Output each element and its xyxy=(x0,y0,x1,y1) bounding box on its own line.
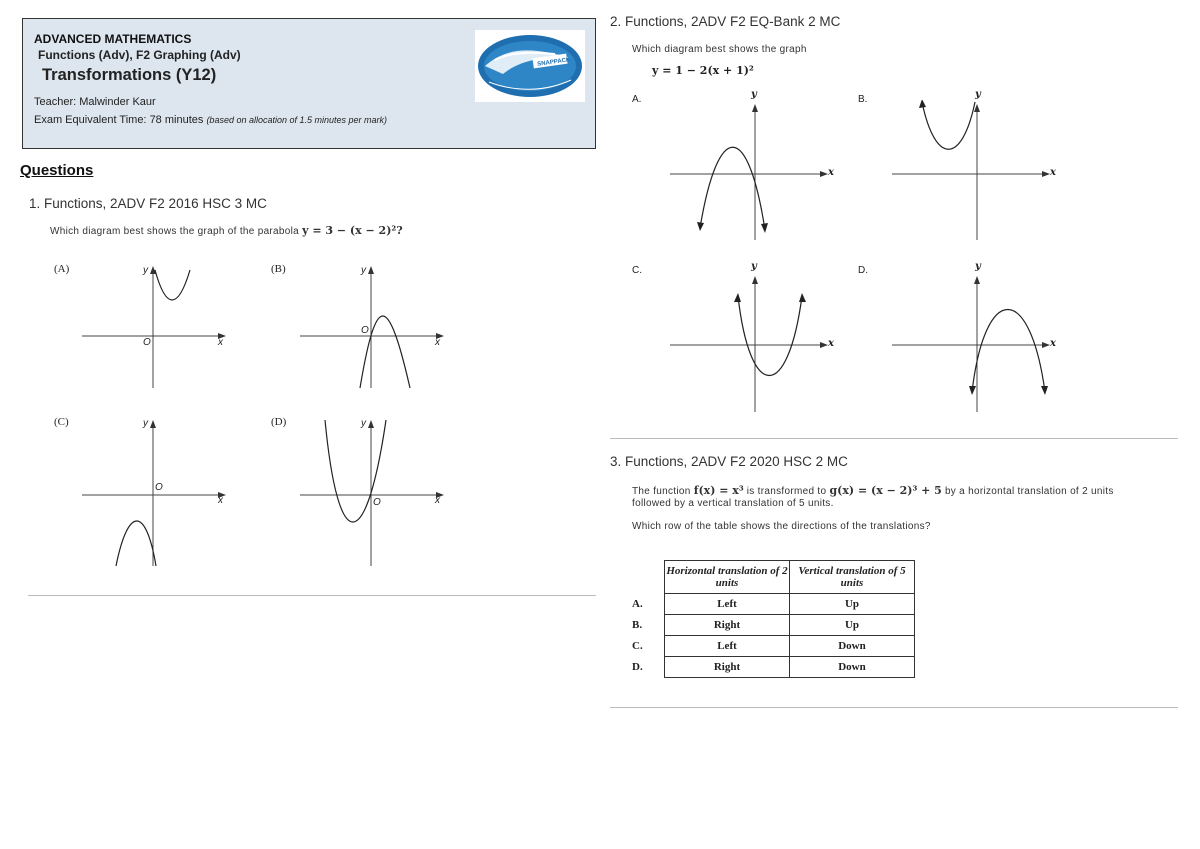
subject-heading: ADVANCED MATHEMATICS xyxy=(34,32,192,46)
q2-graph-d xyxy=(890,272,1060,417)
exam-time-line xyxy=(34,114,387,126)
teacher-name: Malwinder Kaur xyxy=(79,96,156,108)
q1-c-y: y xyxy=(143,418,148,429)
q3-title: 3. Functions, 2ADV F2 2020 HSC 2 MC xyxy=(610,454,848,469)
q1-option-d-label: (D) xyxy=(271,416,287,428)
exam-time-value: 78 minutes xyxy=(149,114,204,126)
q1-a-curve xyxy=(155,270,190,300)
q2-d-x: x xyxy=(1050,338,1056,349)
q2-b-curve xyxy=(922,102,975,149)
q3-row-horizontal: Left xyxy=(665,594,790,615)
q2-graph-c xyxy=(668,272,838,417)
q3-row-vertical: Down xyxy=(790,657,915,678)
q1-option-a-label: (A) xyxy=(54,263,70,275)
topic-heading: Functions (Adv), F2 Graphing (Adv) xyxy=(38,48,241,62)
q1-equation: y = 3 − (x − 2)²? xyxy=(302,224,403,237)
q2-d-y: y xyxy=(975,261,981,272)
q2-c-y: y xyxy=(751,261,757,272)
q3-prompt-line1 xyxy=(632,484,1114,497)
q1-graph-b xyxy=(296,262,456,392)
q1-prompt: Which diagram best shows the graph of the parabola xyxy=(50,226,300,237)
q1-b-x: x xyxy=(435,337,440,348)
q2-a-y: y xyxy=(751,89,757,100)
teacher-label: Teacher: xyxy=(34,96,77,108)
teacher-line xyxy=(34,96,156,108)
q1-option-b-label: (B) xyxy=(271,263,286,275)
q3-prompt-start: The function xyxy=(632,486,691,497)
q3-prompt-mid: is transformed to xyxy=(746,486,827,497)
q3-prompt-end: by a horizontal translation of 2 units xyxy=(944,486,1114,497)
q3-row-horizontal: Right xyxy=(665,657,790,678)
q1-title: 1. Functions, 2ADV F2 2016 HSC 3 MC xyxy=(29,196,267,211)
q1-a-x: x xyxy=(218,337,223,348)
q2-graph-b xyxy=(890,100,1060,245)
q1-option-c-label: (C) xyxy=(54,416,69,428)
q1-a-origin: O xyxy=(143,337,151,348)
header-box xyxy=(22,18,596,149)
q2-c-curve xyxy=(738,296,802,376)
q2-option-a-label: A. xyxy=(632,94,642,105)
q1-divider xyxy=(28,595,596,596)
q3-row-label: B. xyxy=(632,619,643,631)
table-row xyxy=(632,657,915,678)
q3-table-header-row xyxy=(632,561,915,594)
svg-text:SNAPPACK: SNAPPACK xyxy=(536,57,571,68)
q3-table xyxy=(632,560,915,678)
q2-prompt: Which diagram best shows the graph xyxy=(632,44,807,55)
questions-heading: Questions xyxy=(20,162,94,179)
q3-row-label: C. xyxy=(632,640,643,652)
q2-c-x: x xyxy=(828,338,834,349)
q1-c-origin: O xyxy=(155,482,163,493)
q3-prompt-line2: followed by a vertical translation of 5 units. xyxy=(632,498,834,509)
q3-row-label: D. xyxy=(632,661,643,673)
q3-table-corner xyxy=(632,561,665,594)
q1-b-y: y xyxy=(361,265,366,276)
q2-b-y: y xyxy=(975,89,981,100)
q1-a-y: y xyxy=(143,265,148,276)
q3-row-vertical: Down xyxy=(790,636,915,657)
q3-table-header-vertical: Vertical translation of 5 units xyxy=(790,561,915,594)
q1-d-y: y xyxy=(361,418,366,429)
exam-time-label: Exam Equivalent Time: xyxy=(34,114,147,126)
q3-row-horizontal: Right xyxy=(665,615,790,636)
q2-a-x: x xyxy=(828,167,834,178)
q2-d-curve xyxy=(972,310,1045,393)
q1-graph-d xyxy=(296,416,456,571)
q3-f-equation: f(x) = x³ xyxy=(693,484,744,497)
q1-d-origin: O xyxy=(373,497,381,508)
table-row xyxy=(632,636,915,657)
q2-option-d-label: D. xyxy=(858,265,868,276)
page-title: Transformations (Y12) xyxy=(42,66,217,84)
q1-c-curve xyxy=(116,521,156,566)
q2-graph-a xyxy=(668,100,838,245)
q1-c-x: x xyxy=(218,495,223,506)
q1-graph-a xyxy=(78,262,238,392)
q1-prompt-line xyxy=(50,224,403,237)
q2-b-x: x xyxy=(1050,167,1056,178)
q1-d-x: x xyxy=(435,495,440,506)
q2-equation: y = 1 − 2(x + 1)² xyxy=(652,64,754,77)
q3-row-horizontal: Left xyxy=(665,636,790,657)
q3-row-vertical: Up xyxy=(790,615,915,636)
table-row xyxy=(632,594,915,615)
exam-time-note: (based on allocation of 1.5 minutes per mark) xyxy=(206,115,388,125)
q2-divider xyxy=(610,438,1178,439)
q1-b-origin: O xyxy=(361,325,369,336)
q3-row-label: A. xyxy=(632,598,643,610)
q1-graph-c xyxy=(78,416,238,571)
q3-divider xyxy=(610,707,1178,708)
q3-table-header-horizontal: Horizontal translation of 2 units xyxy=(665,561,790,594)
q3-g-equation: g(x) = (x − 2)³ + 5 xyxy=(829,484,942,497)
q3-row-vertical: Up xyxy=(790,594,915,615)
q2-option-c-label: C. xyxy=(632,265,642,276)
table-row xyxy=(632,615,915,636)
q2-title: 2. Functions, 2ADV F2 EQ-Bank 2 MC xyxy=(610,14,841,29)
q3-question: Which row of the table shows the directions of the translations? xyxy=(632,521,931,532)
school-logo-icon xyxy=(475,30,585,102)
q2-option-b-label: B. xyxy=(858,94,868,105)
